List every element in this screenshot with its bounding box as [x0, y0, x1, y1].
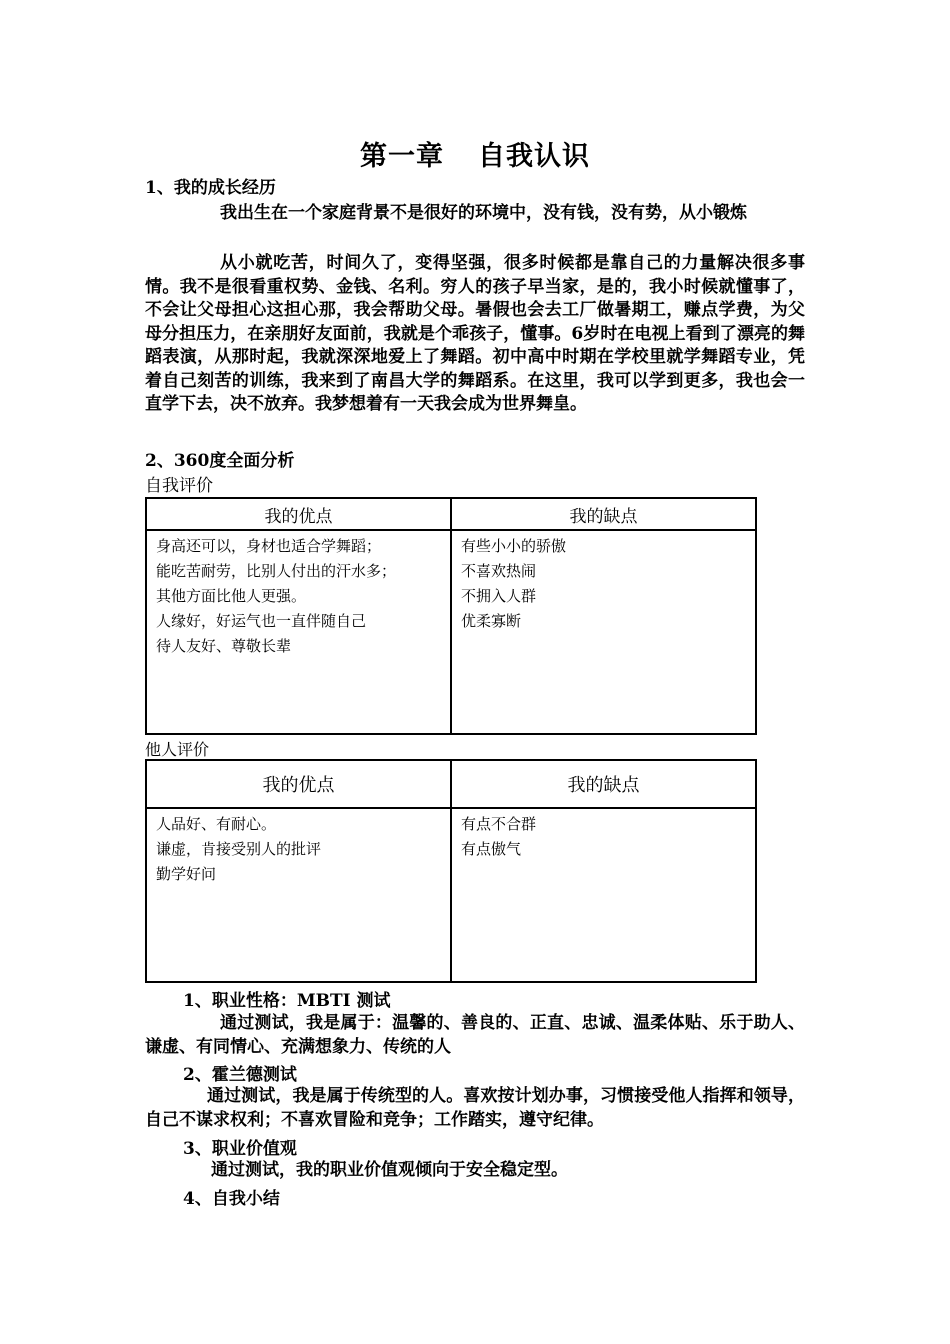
others-strengths-cell	[146, 808, 451, 982]
list-item: 不拥入人群	[461, 587, 537, 605]
mbti-heading: 1、职业性格：MBTI 测试	[183, 991, 391, 1011]
others-weaknesses-cell	[451, 808, 756, 982]
list-item: 有些小小的骄傲	[461, 537, 567, 555]
self-strengths-header: 我的优点	[146, 498, 451, 530]
section1-heading: 1、我的成长经历	[145, 178, 276, 198]
list-item: 优柔寡断	[461, 612, 522, 630]
others-evaluation-table	[145, 759, 757, 983]
self-weaknesses-header: 我的缺点	[451, 498, 756, 530]
self-strengths-cell	[146, 530, 451, 734]
others-evaluation-label: 他人评价	[145, 740, 210, 759]
section1-intro: 我出生在一个家庭背景不是很好的环境中，没有钱，没有势，从小锻炼	[220, 203, 747, 223]
list-item: 有点不合群	[461, 815, 537, 833]
list-item: 人缘好，好运气也一直伴随自己	[156, 612, 367, 630]
self-weaknesses-cell	[451, 530, 756, 734]
list-item: 谦虚，肯接受别人的批评	[156, 840, 322, 858]
values-heading: 3、职业价值观	[183, 1139, 297, 1159]
section1-body: 从小就吃苦，时间久了，变得坚强，很多时候都是靠自己的力量解决很多事情。我不是很看重权势、金钱、名利。穷人的孩子早当家，是的，我小时候就懂事了，不会让父母担心这担心那，我会帮助父母。暑假也会去工厂做暑期工，赚点学费，为父母分担压力，在亲朋好友面前，我就是个乖孩子，懂事。6岁时在电视上看到了漂亮的舞蹈表演，从那时起，我就深深地爱上了舞蹈。初中高中时期在学校里就学舞蹈专业，凭着自己刻苦的训练，我来到了南昌大学的舞蹈系。在这里，我可以学到更多，我也会一直学下去，决不放弃。我梦想着有一天我会成为世界舞皇。	[145, 253, 805, 414]
list-item: 勤学好问	[156, 865, 217, 883]
self-evaluation-table	[145, 497, 757, 735]
list-item: 能吃苦耐劳，比别人付出的汗水多；	[156, 562, 397, 580]
list-item: 身高还可以，身材也适合学舞蹈；	[156, 537, 382, 555]
list-item: 不喜欢热闹	[461, 562, 537, 580]
holland-heading: 2、霍兰德测试	[183, 1065, 297, 1085]
others-weaknesses-header: 我的缺点	[451, 760, 756, 808]
values-body: 通过测试，我的职业价值观倾向于安全稳定型。	[211, 1160, 568, 1180]
others-strengths-header: 我的优点	[146, 760, 451, 808]
list-item: 待人友好、尊敬长辈	[156, 637, 292, 655]
mbti-body: 通过测试，我是属于：温馨的、善良的、正直、忠诚、温柔体贴、乐于助人、谦虚、有同情心、充满想象力、传统的人	[145, 1013, 805, 1057]
chapter-name: 自我认识	[478, 141, 590, 172]
holland-body: 通过测试，我是属于传统型的人。喜欢按计划办事，习惯接受他人指挥和领导，自己不谋求权利；不喜欢冒险和竞争；工作踏实，遵守纪律。	[145, 1086, 805, 1130]
list-item: 有点傲气	[461, 840, 522, 858]
self-evaluation-label: 自我评价	[145, 476, 213, 496]
chapter-number: 第一章	[360, 141, 444, 172]
section2-heading: 2、360度全面分析	[145, 451, 295, 471]
list-item: 人品好、有耐心。	[156, 815, 277, 833]
summary-heading: 4、自我小结	[183, 1189, 280, 1209]
chapter-title	[0, 134, 950, 173]
list-item: 其他方面比他人更强。	[156, 587, 307, 605]
